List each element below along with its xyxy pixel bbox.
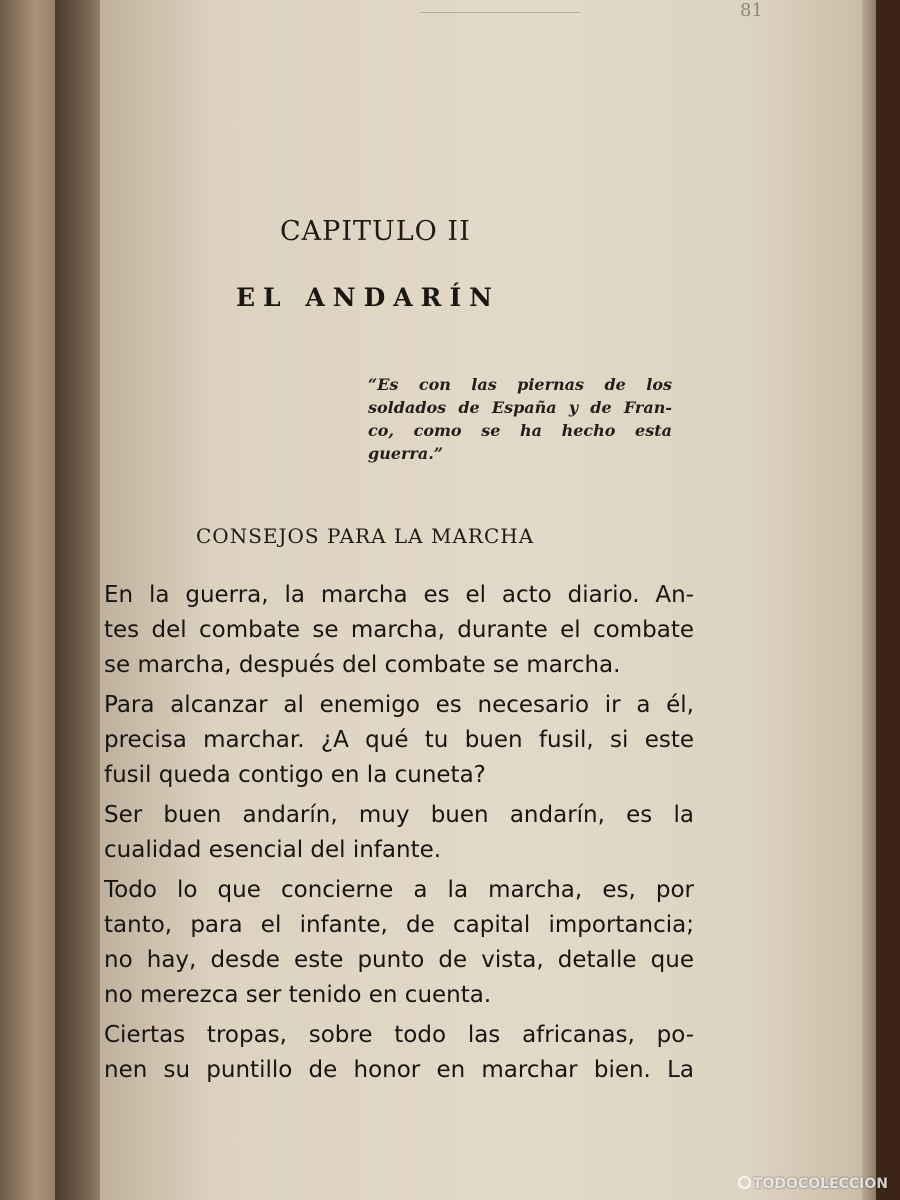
- text-line: tes del combate se marcha, durante el combate: [104, 617, 694, 643]
- text-line: fusil queda contigo en la cuneta?: [104, 762, 486, 788]
- page-number: 81: [740, 0, 763, 21]
- paragraph: [104, 798, 694, 868]
- section-heading: CONSEJOS PARA LA MARCHA: [196, 524, 535, 548]
- running-head-rule: [420, 0, 580, 13]
- epigraph: [368, 373, 672, 465]
- epigraph-line: “Es con las piernas de los: [368, 375, 672, 394]
- paragraph: [104, 578, 694, 683]
- paragraph: [104, 1018, 694, 1088]
- text-line: cualidad esencial del infante.: [104, 837, 442, 863]
- text-line: nen su puntillo de honor en marchar bien. La: [104, 1057, 694, 1083]
- body-text: [104, 578, 694, 1093]
- watermark-text: TODOCOLECCION: [752, 1176, 888, 1192]
- watermark: [738, 1176, 888, 1192]
- text-line: precisa marchar. ¿A qué tu buen fusil, si este: [104, 727, 694, 753]
- text-line: En la guerra, la marcha es el acto diario. An-: [104, 582, 694, 608]
- text-line: Ciertas tropas, sobre todo las africanas, po-: [104, 1022, 694, 1048]
- text-line: no merezca ser tenido en cuenta.: [104, 982, 492, 1008]
- text-line: Todo lo que concierne a la marcha, es, por: [104, 877, 694, 903]
- chapter-number: CAPITULO II: [280, 216, 471, 247]
- epigraph-line: soldados de España y de Fran-: [368, 398, 672, 417]
- text-line: Para alcanzar al enemigo es necesario ir a él,: [104, 692, 694, 718]
- text-line: Ser buen andarín, muy buen andarín, es la: [104, 802, 694, 828]
- paragraph: [104, 688, 694, 793]
- epigraph-line: co, como se ha hecho esta: [368, 421, 672, 440]
- epigraph-line: guerra.”: [368, 444, 443, 463]
- text-line: se marcha, después del combate se marcha.: [104, 652, 621, 678]
- text-line: tanto, para el infante, de capital importancia;: [104, 912, 694, 938]
- chapter-title: EL ANDARÍN: [236, 283, 500, 312]
- paragraph: [104, 873, 694, 1013]
- page-stack-edge: [862, 0, 876, 1200]
- logo-dot-icon: [738, 1176, 751, 1189]
- text-line: no hay, desde este punto de vista, detalle que: [104, 947, 694, 973]
- book-page: [100, 0, 870, 1200]
